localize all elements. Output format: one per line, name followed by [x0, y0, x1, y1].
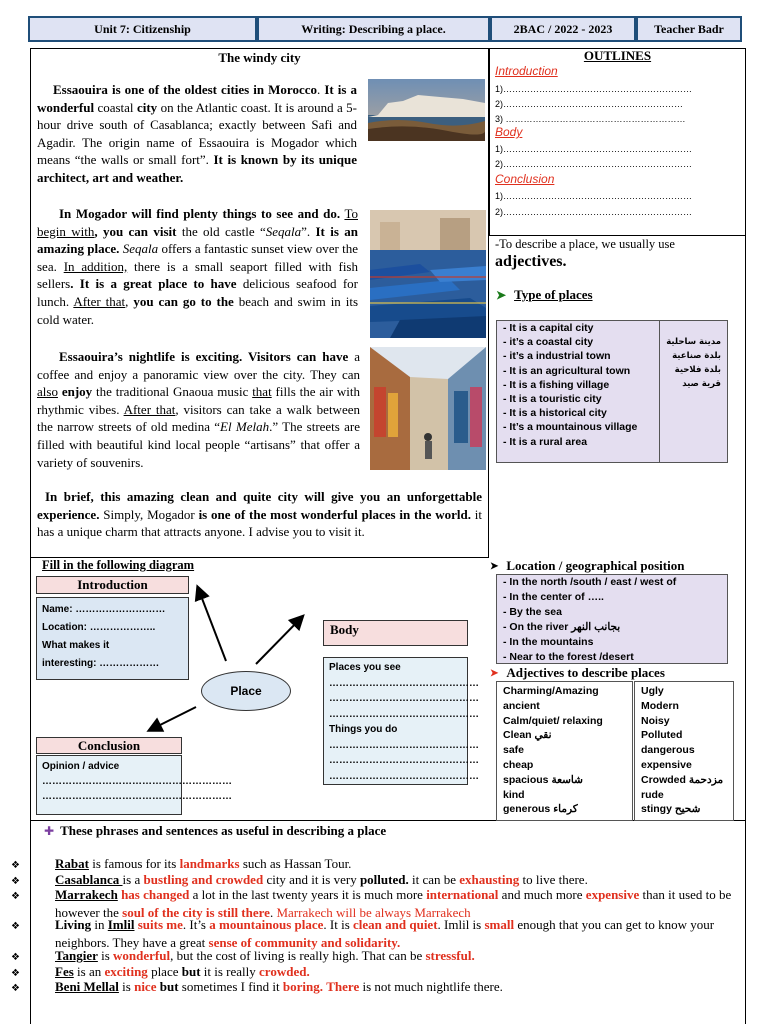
text-run: . Imlil is — [437, 917, 485, 932]
positive-adjective: Clean نقي — [503, 729, 552, 742]
text-run: Tangier — [55, 948, 98, 963]
diamond-bullet-icon: ❖ — [11, 860, 20, 871]
phrase-text — [55, 948, 475, 963]
text-run: Seqala — [265, 223, 302, 239]
text-run: such as Hassan Tour. — [239, 856, 352, 871]
text-run: After that — [123, 401, 176, 417]
text-run: but — [159, 979, 179, 994]
conclusion-field[interactable]: Opinion / advice — [42, 761, 120, 772]
text-run: is an — [73, 964, 105, 979]
text-run: beach and swim in its cold water. — [37, 293, 358, 327]
text-run: Marrakech will be always Marrakech — [276, 904, 471, 920]
green-arrow-icon: ➤ — [490, 560, 499, 572]
diagram-body-label: Body — [323, 620, 468, 646]
adjectives-heading: ➤ Adjectives to describe places — [490, 665, 665, 680]
positive-adjective: cheap — [503, 758, 534, 771]
diagram-place-node: Place — [201, 671, 291, 711]
text-run: sense of community and solidarity. — [208, 934, 401, 950]
text-run: . It’s — [182, 917, 210, 932]
text-run: nice — [134, 979, 157, 994]
text-run: It is an amazing place. — [37, 223, 358, 257]
pushpin-icon: ✚ — [44, 824, 55, 838]
phrases-heading: ✚ These phrases and sentences as useful in describing a place — [44, 823, 387, 838]
text-run: expensive — [585, 887, 640, 902]
negative-adjective: Crowded مزدحمة — [641, 773, 724, 786]
text-run: crowded. — [259, 964, 310, 979]
type-of-places-heading: ➤ Type of places — [496, 287, 593, 302]
outline-conclusion-line-1[interactable]: 1)……………………………………………………… — [495, 191, 693, 201]
outline-intro-line-2[interactable]: 2)…………………………………………………… — [495, 99, 684, 109]
text-run: wonderful — [113, 948, 171, 963]
text-run: sometimes I find it — [178, 979, 283, 994]
text-run: it is really — [200, 964, 260, 979]
positive-adjective: Calm/quiet/ relaxing — [503, 714, 603, 727]
text-run: Marrakech — [55, 887, 118, 902]
body-field[interactable]: ……………………………………… — [329, 708, 479, 720]
text-run: offers a fantastic sunset view over the sea. — [37, 241, 359, 274]
text-run: is not much nightlife there. — [359, 979, 503, 994]
text-run: enough that you can get to know your neighbors. They have a great — [55, 917, 715, 950]
text-run: boring. — [282, 979, 323, 994]
diamond-bullet-icon: ❖ — [11, 876, 20, 887]
phrase-line — [11, 948, 745, 966]
negative-adjective: Ugly — [641, 685, 664, 697]
text-run: a mountainous place — [209, 917, 324, 932]
text-run: fills the air with rhythmic vibes. — [37, 384, 361, 417]
text-run: a lot in the last twenty years it is much more — [189, 887, 427, 902]
text-run: the traditional Gnaoua music — [92, 384, 253, 400]
text-run: , you can visit — [94, 223, 177, 239]
text-run: . — [317, 82, 325, 97]
text-run: Simply, Mogador — [99, 506, 199, 522]
location-heading: ➤ Location / geographical position — [490, 558, 685, 573]
arabic-translation: مدينة ساحلية — [666, 337, 721, 347]
type-of-place-item: - It is a fishing village — [503, 378, 610, 391]
adjectives-note-word: adjectives. — [495, 253, 567, 270]
text-run: .” The streets are filled with beautiful kind local people “artisans” that offer a variety of souvenirs. — [37, 419, 360, 470]
body-field[interactable]: ……………………………………… — [329, 755, 479, 766]
diamond-bullet-icon: ❖ — [11, 921, 20, 932]
diamond-bullet-icon: ❖ — [11, 891, 20, 902]
location-item: - In the north /south / east / west of — [503, 576, 677, 588]
header-unit: Unit 7: Citizenship — [28, 16, 257, 42]
text-run: is a — [122, 872, 144, 887]
body-field[interactable]: Places you see — [329, 662, 401, 673]
phrase-text — [55, 872, 588, 887]
text-run: Beni Mellal — [55, 979, 119, 994]
text-run: is — [118, 979, 135, 994]
arabic-translation: بلدة فلاحية — [674, 365, 721, 375]
text-run: . It is — [323, 917, 354, 932]
text-run: is famous for its — [88, 856, 180, 871]
text-run: Seqala — [122, 241, 159, 257]
type-of-place-item: - It is a historical city — [503, 407, 607, 420]
type-of-place-item: - It is a touristic city — [503, 393, 602, 406]
header-level: 2BAC / 2022 - 2023 — [490, 16, 636, 42]
positive-adjective: safe — [503, 744, 525, 757]
outline-body-line-1[interactable]: 1)……………………………………………………… — [495, 144, 693, 154]
text-run: , — [125, 293, 134, 309]
text-run: the old castle “ — [176, 223, 266, 239]
phrase-line — [11, 917, 745, 950]
text-run: Casablanca — [55, 872, 123, 887]
text-run: stressful. — [425, 948, 475, 963]
text-run: you can go to the — [133, 293, 234, 309]
text-run: landmarks — [179, 856, 240, 871]
negative-adjective: rude — [641, 788, 664, 801]
intro-field[interactable]: interesting: ……………… — [42, 658, 160, 669]
diagram-conclusion-label: Conclusion — [36, 737, 182, 754]
text-run: , but the cost of living is really high. That can be — [170, 948, 426, 963]
text-run: delicious seafood for lunch. — [37, 276, 358, 309]
type-of-place-item: - It is an agricultural town — [503, 364, 631, 377]
body-field[interactable]: Things you do — [329, 724, 398, 735]
header-writing: Writing: Describing a place. — [257, 16, 490, 42]
text-run: In Mogador will find plenty things to see and do. — [59, 206, 341, 221]
text-run: Essaouira’s nightlife is exciting. Visitors can have — [59, 349, 349, 364]
negative-adjective: Noisy — [641, 714, 670, 727]
arabic-translation: بلدة صناعية — [672, 351, 721, 361]
outlines-title: OUTLINES — [583, 48, 652, 63]
outline-intro-line-3[interactable]: 3) …………………………………………………… — [495, 114, 686, 124]
text-run: clean and quiet — [353, 917, 438, 932]
phrase-line — [11, 887, 745, 920]
green-arrow-icon: ➤ — [490, 667, 499, 679]
text-run: It is a wonderful — [37, 82, 357, 115]
body-field[interactable]: ……………………………………… — [329, 739, 479, 751]
negative-adjective: Polluted — [641, 729, 683, 742]
text-run: it can be — [408, 872, 460, 887]
diagram-title: Fill in the following diagram — [42, 558, 195, 572]
text-run: , visitors can take a walk between the narrow streets of old medina “ — [37, 401, 360, 435]
text-run: city — [136, 99, 158, 115]
header-teacher: Teacher Badr — [636, 16, 742, 42]
body-field[interactable]: ……………………………………… — [329, 693, 479, 704]
phrase-text — [55, 856, 351, 871]
text-run: Essaouira is one of the oldest cities in Morocco — [53, 82, 318, 97]
text-run: it has a unique charm that attracts anyone. I advise you to visit it. — [37, 506, 483, 540]
location-item: - By the sea — [503, 606, 562, 618]
intro-field[interactable]: Location: ……………….. — [42, 622, 156, 633]
text-run: . — [269, 904, 277, 920]
type-of-place-item: - It is a capital city — [503, 322, 594, 334]
text-run: a coffee and enjoy a panoramic view over the city. They can — [37, 349, 360, 382]
positive-adjective: generous كرماء — [503, 803, 578, 816]
positive-adjective: spacious شاسعة — [503, 773, 583, 786]
text-run: It is known by its unique architect, art and weather. — [37, 152, 358, 185]
outline-body-label: Body — [495, 125, 523, 139]
text-run: and much more — [498, 887, 586, 902]
phrase-line — [11, 856, 745, 874]
text-run: There — [326, 979, 360, 994]
intro-field[interactable]: Name: ……………………… — [42, 604, 166, 615]
diagram-introduction-label: Introduction — [36, 576, 189, 594]
type-of-place-item: - It’s a mountainous village — [503, 421, 638, 434]
adjectives-note-line: -To describe a place, we usually use — [495, 237, 675, 251]
text-run: ”. — [301, 223, 316, 239]
phrase-text — [55, 887, 731, 920]
text-run: in — [91, 917, 108, 932]
text-run: soul of the city is still there — [122, 904, 270, 920]
positive-adjective: Charming/Amazing — [503, 685, 599, 697]
text-run: After that — [73, 293, 126, 309]
outline-introduction-label: Introduction — [495, 64, 558, 78]
text-run: has changed — [121, 887, 190, 902]
arabic-translation: قرية صيد — [682, 379, 721, 389]
location-item: - Near to the forest /desert — [503, 651, 634, 663]
text-run: Imlil — [107, 917, 135, 932]
outline-conclusion-label: Conclusion — [495, 172, 555, 186]
phrase-text — [55, 917, 714, 950]
diamond-bullet-icon: ❖ — [11, 983, 20, 994]
location-item: - In the mountains — [503, 636, 594, 648]
outline-body-line-2[interactable]: 2)……………………………………………………… — [495, 159, 693, 169]
text-run: Rabat — [55, 856, 89, 871]
text-run: city and it is very — [263, 872, 360, 887]
type-of-place-item: - it’s a industrial town — [503, 350, 611, 363]
text-run: enjoy — [61, 384, 93, 400]
text-run: on the Atlantic coast. It is around a 5-hour drive south of Casablanca; exactly between Safi and Agadir. The origin name of Essaouira is Mogador which means “the walls or small fort”. — [37, 99, 358, 168]
location-item: - In the center of ….. — [503, 591, 604, 603]
text-run: there is a small seaport filled with fish sellers — [37, 258, 358, 292]
text-run: Fes — [55, 964, 74, 979]
positive-adjective: kind — [503, 788, 525, 801]
text-run: coastal — [94, 99, 137, 115]
article-title: The windy city — [218, 50, 301, 65]
text-run: . It is a great place to have — [70, 276, 237, 292]
arrow-to-body — [256, 617, 302, 664]
negative-adjective: expensive — [641, 758, 692, 771]
arrow-to-introduction — [198, 588, 226, 661]
text-run: small — [484, 917, 515, 932]
text-run: that — [252, 384, 272, 400]
text-run: is — [97, 948, 114, 963]
text-run: bustling and crowded — [143, 872, 264, 887]
phrase-line — [11, 979, 745, 997]
type-of-place-item: - It is a rural area — [503, 435, 588, 448]
text-run: El Melah — [220, 419, 270, 435]
text-run: In brief, this amazing clean and quite city will give you an unforgettable experience. — [37, 489, 482, 522]
conclusion-field[interactable]: ………………………………………………… — [42, 776, 232, 787]
text-run: is one of the most wonderful places in the world. — [198, 506, 471, 522]
negative-adjective: Modern — [641, 699, 679, 712]
negative-adjective: dangerous — [641, 744, 695, 757]
text-run: exciting — [104, 964, 148, 979]
text-run: suits me — [137, 917, 183, 932]
arrow-to-conclusion — [150, 707, 196, 730]
text-run: place — [147, 964, 182, 979]
diamond-bullet-icon: ❖ — [11, 952, 20, 963]
text-run: than it used to be however the — [55, 887, 732, 920]
type-of-place-item: - it’s a coastal city — [503, 336, 594, 349]
text-run: but — [181, 964, 201, 979]
text-run: Living — [55, 917, 92, 932]
text-run: polluted. — [359, 872, 409, 887]
text-run: To begin with — [37, 206, 358, 239]
phrase-text — [55, 964, 310, 979]
text-run: international — [426, 887, 499, 902]
text-run: In addition, — [63, 258, 128, 274]
text-run: also — [37, 384, 58, 400]
conclusion-field[interactable]: ………………………………………………… — [42, 791, 232, 802]
diamond-bullet-icon: ❖ — [11, 968, 20, 979]
positive-adjective: ancient — [503, 699, 540, 712]
outline-conclusion-line-2[interactable]: 2)……………………………………………………… — [495, 207, 693, 217]
text-run: to live there. — [519, 872, 588, 887]
body-field[interactable]: ……………………………………… — [329, 770, 479, 782]
text-run: exhausting — [459, 872, 520, 887]
location-item: - On the river بجانب النهر — [503, 621, 621, 633]
intro-field[interactable]: What makes it — [42, 640, 110, 651]
outline-intro-line-1[interactable]: 1)……………………………………………………… — [495, 84, 693, 94]
phrase-text — [55, 979, 503, 994]
negative-adjective: stingy شحيح — [641, 803, 701, 816]
green-arrow-icon: ➤ — [496, 287, 507, 302]
body-field[interactable]: ……………………………………… — [329, 677, 479, 689]
